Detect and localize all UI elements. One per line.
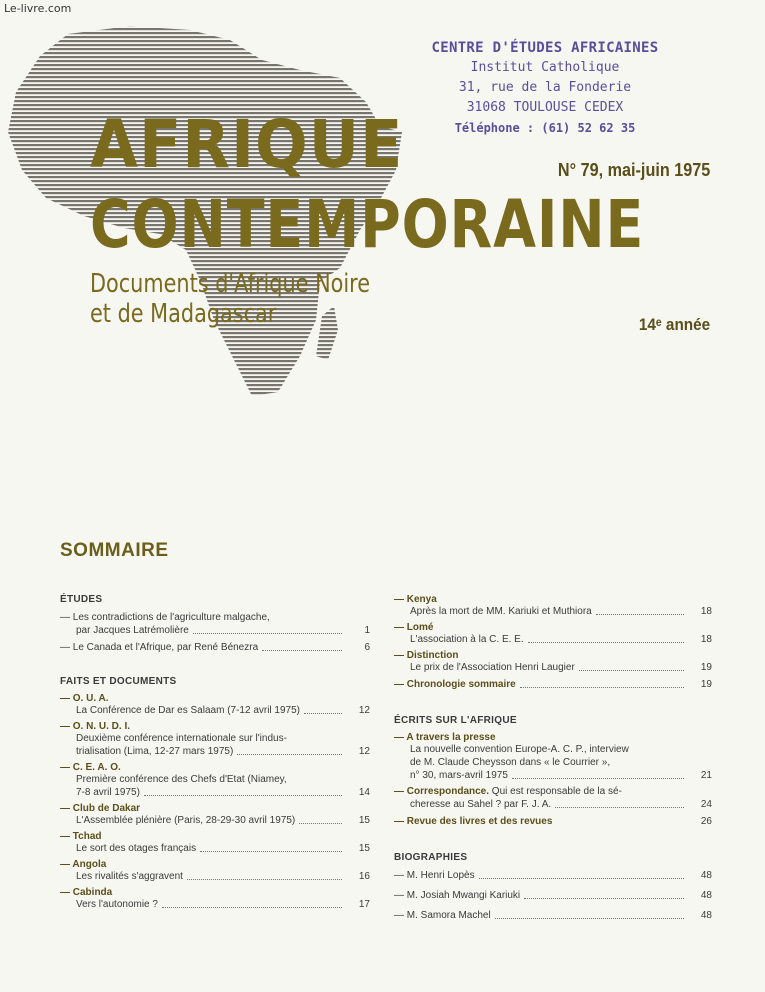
toc-entry[interactable]: — Kenya Après la mort de MM. Kariuki et Muthiora 18 bbox=[394, 594, 712, 617]
section-heading: FAITS ET DOCUMENTS bbox=[60, 676, 177, 687]
magazine-title-line2: CONTEMPORAINE bbox=[90, 186, 645, 263]
section-heading: BIOGRAPHIES bbox=[394, 852, 468, 863]
page-number: 18 bbox=[700, 606, 712, 617]
page-number: 48 bbox=[700, 910, 712, 921]
page-number: 15 bbox=[358, 843, 370, 854]
page-number: 16 bbox=[358, 871, 370, 882]
stamp-line: 31068 TOULOUSE CEDEX bbox=[466, 100, 624, 115]
toc-entry[interactable]: — A travers la presse La nouvelle convention Europe-A. C. P., interview de M. Claude Cheysson dans « le Courrier », n° 30, mars-avril 1975 21 bbox=[394, 732, 712, 781]
page-number: 14 bbox=[358, 787, 370, 798]
toc-entry[interactable]: — O. N. U. D. I. Deuxième conférence internationale sur l'indus- trialisation (Lima, 12-27 mars 1975) 12 bbox=[60, 721, 370, 757]
page-number: 1 bbox=[364, 625, 370, 636]
toc-entry[interactable]: — Club de Dakar L'Assemblée plénière (Paris, 28-29-30 avril 1975) 15 bbox=[60, 803, 370, 826]
toc-entry[interactable]: — Cabinda Vers l'autonomie ? 17 bbox=[60, 887, 370, 910]
watermark: Le-livre.com bbox=[4, 2, 72, 15]
toc-entry[interactable]: — Le Canada et l'Afrique, par René Bénezra 6 bbox=[60, 642, 370, 653]
toc-entry[interactable]: — M. Henri Lopès 48 bbox=[394, 870, 712, 881]
magazine-title-line1: AFRIQUE bbox=[90, 106, 404, 183]
toc-entry[interactable]: — O. U. A. La Conférence de Dar es Salaam (7-12 avril 1975) 12 bbox=[60, 693, 370, 716]
page-number: 48 bbox=[700, 890, 712, 901]
toc-entry[interactable]: — M. Josiah Mwangi Kariuki 48 bbox=[394, 890, 712, 901]
stamp-line: Institut Catholique bbox=[470, 60, 620, 75]
stamp-line: CENTRE D'ÉTUDES AFRICAINES bbox=[431, 40, 659, 56]
stamp-line: 31, rue de la Fonderie bbox=[458, 80, 632, 95]
publication-year: 14ᵉ année bbox=[638, 315, 710, 334]
toc-entry[interactable]: — Distinction Le prix de l'Association Henri Laugier 19 bbox=[394, 650, 712, 673]
issue-number: N° 79, mai-juin 1975 bbox=[557, 160, 710, 180]
page-number: 17 bbox=[358, 899, 370, 910]
toc-entry[interactable]: — Chronologie sommaire 19 bbox=[394, 679, 712, 690]
toc-entry[interactable]: — Lomé L'association à la C. E. E. 18 bbox=[394, 622, 712, 645]
stamp-line: Téléphone : (61) 52 62 35 bbox=[454, 121, 636, 135]
toc-entry[interactable]: — C. E. A. O. Première conférence des Chefs d'Etat (Niamey, 7-8 avril 1975) 14 bbox=[60, 762, 370, 798]
contents-left-column bbox=[60, 594, 370, 913]
subtitle-line1: Documents d'Afrique Noire bbox=[90, 269, 371, 299]
toc-entry[interactable]: — M. Samora Machel 48 bbox=[394, 910, 712, 921]
page-number: 18 bbox=[700, 634, 712, 645]
section-heading: ÉTUDES bbox=[60, 594, 103, 605]
contents-right-column bbox=[394, 594, 712, 924]
section-heading: ÉCRITS SUR L'AFRIQUE bbox=[394, 715, 517, 726]
toc-entry[interactable]: — Correspondance. Qui est responsable de la sé- cheresse au Sahel ? par F. J. A. 24 bbox=[394, 786, 712, 810]
page-number: 21 bbox=[700, 770, 712, 781]
page-number: 19 bbox=[700, 662, 712, 673]
toc-entry[interactable]: — Revue des livres et des revues 26 bbox=[394, 816, 712, 827]
page-number: 15 bbox=[358, 815, 370, 826]
sommaire-heading: SOMMAIRE bbox=[60, 540, 169, 561]
toc-entry[interactable]: — Tchad Le sort des otages français 15 bbox=[60, 831, 370, 854]
page-number: 48 bbox=[700, 870, 712, 881]
page-number: 19 bbox=[700, 679, 712, 690]
page-number: 26 bbox=[700, 816, 712, 827]
page-number: 12 bbox=[358, 705, 370, 716]
page-number: 12 bbox=[358, 746, 370, 757]
toc-entry[interactable]: — Les contradictions de l'agriculture malgache, par Jacques Latrémolière 1 bbox=[60, 612, 370, 636]
page-number: 6 bbox=[364, 642, 370, 653]
toc-entry[interactable]: — Angola Les rivalités s'aggravent 16 bbox=[60, 859, 370, 882]
library-stamp bbox=[420, 38, 670, 138]
page-number: 24 bbox=[700, 799, 712, 810]
subtitle-line2: et de Madagascar bbox=[90, 299, 277, 329]
